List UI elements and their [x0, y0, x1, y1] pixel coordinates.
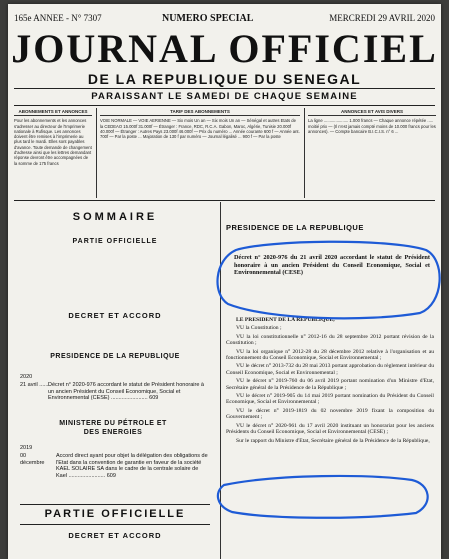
partie-officielle-heading: PARTIE OFFICIELLE	[72, 238, 158, 245]
vu-7: VU le décret n° 2019-1819 du 02 novembre 2019 fixant la composition du Gouvernement ;	[226, 407, 434, 421]
gazette-page	[8, 4, 441, 559]
highlight-annotations	[8, 4, 441, 559]
vu-2: VU la loi constitutionnelle n° 2012-16 du 28 septembre 2012 portant révision de la Constitution ;	[226, 333, 434, 347]
sommaire-heading: SOMMAIRE	[72, 211, 158, 223]
journal-tagline: PARAISSANT LE SAMEDI DE CHAQUE SEMAINE	[91, 91, 358, 102]
sommaire-entry-date-2: 00 décembre	[20, 453, 45, 466]
vu-9: Sur le rapport du Ministre d'Etat, Secrétaire général de la Présidence de la République,	[236, 437, 430, 444]
annonces-title: ANNONCES ET AVIS DIVERS	[308, 109, 436, 116]
le-president: LE PRESIDENT DE LA REPUBLIQUE,	[236, 317, 335, 323]
annonces-text: La ligne ..................... 1.000 francs — Chaque annonce répétée ..... moitié prix — (Il n'est jamais compté moins de 10.000 francs pour les annonces). — Compte bancaire B.I.C.I.S. n° 6 ...	[308, 118, 436, 134]
decret-heading: DECRET ET ACCORD	[68, 311, 162, 320]
sommaire-year-2: 2019	[20, 445, 33, 451]
vu-1: VU la Constitution ;	[236, 325, 282, 332]
vu-3: VU la loi organique n° 2012-28 du 28 décembre 2012 relative à l'organisation et au fonctionnement du Conseil Economique, Social et Environnemental ;	[226, 348, 434, 362]
abonnements-title: ABONNEMENTS ET ANNONCES	[14, 109, 92, 116]
decree-title: Décret n° 2020-976 du 21 avril 2020 accordant le statut de Président honoraire à un ancien Président du Conseil Economique, Social et Environnemental (CESE)	[234, 254, 430, 277]
sommaire-entry: Décret n° 2020-976 accordant le statut de Président honoraire à un ancien Président du Conseil Economique, Social et Environnemental (CESE) ........................ 609	[48, 382, 204, 401]
abonnements-text: Pour les abonnements et les annonces s'adresser au directeur de l'Imprimerie nationale à Rufisque. Les annonces doivent être remises à l'imprimerie au plus tard le mardi. Elles sont payables d'avance. Toute demande de changement d'adresse ainsi que les lettres demandant réponse devront être accompagnées de la somme de 175 francs	[14, 118, 92, 166]
ink-circle-decree-title	[218, 242, 440, 319]
sommaire-entry-2: Accord direct ayant pour objet la délégation des obligations de l'Etat dans la convention de garantie en faveur de la société KAEL SOLAIRE SA dans le cadre de la centrale solaire de Kael ........................ 609	[56, 453, 208, 479]
presidence-title: PRESIDENCE DE LA REPUBLIQUE	[226, 223, 364, 232]
journal-subtitle: DE LA REPUBLIQUE DU SENEGAL	[87, 71, 362, 87]
decret-heading-2: DECRET ET ACCORD	[68, 531, 162, 540]
issue-date: MERCREDI 29 AVRIL 2020	[329, 13, 435, 23]
presidence-heading: PRESIDENCE DE LA REPUBLIQUE	[50, 353, 180, 360]
sommaire-entry-date: 21 avril .......	[20, 382, 50, 388]
vu-5: VU le décret n° 2019-760 du 06 avril 2019 portant nomination d'un Ministre d'Etat, Secrétaire général de la Présidence de la République ;	[226, 378, 434, 391]
journal-title: JOURNAL OFFICIEL	[11, 26, 438, 71]
ministere-heading: MINISTERE DU PÉTROLE ET DES ENERGIES	[59, 420, 167, 436]
special-label: NUMERO SPECIAL	[162, 13, 254, 24]
issue-number: 165e ANNEE - N° 7307	[14, 13, 102, 23]
vu-6: VU le décret n° 2019-905 du 14 mai 2019 portant nomination du Président du Conseil Economique, Social et Environnemental ;	[226, 393, 434, 406]
sommaire-year: 2020	[20, 374, 33, 380]
partie-officielle-heading-2: PARTIE OFFICIELLE	[44, 508, 186, 520]
tarif-title: TARIF DES ABONNEMENTS	[100, 109, 300, 116]
vu-4: VU le décret n° 2013-732 du 28 mai 2013 portant approbation du règlement intérieur du Conseil Economique, Social et Environnemental ;	[226, 363, 434, 376]
vu-8: VU le décret n° 2020-961 du 17 avril 2020 instituant un honorariat pour les anciens Présidents du Conseil Economique, Social et Environnemental (CESE) ;	[226, 422, 434, 436]
tarif-text: VOIE NORMALE — VOIE AERIENNE — Six mois Un an — Six mois Un an — Sénégal et autres Etats de la CEDEAO 15.000f 31.000f — Étranger : France, RDC, R.C.A. Gabon, Maroc, Algérie, Tunisie 20.000f 40.000f — Étranger : Autres Pays 23.000f 46.000f — Prix du numéro ... Année courante 600 f — Année ant. 700f — Par la poste ... Majoration de 130 f par numéro — Journal légalisé ... 900 f — Par la poste	[100, 118, 300, 140]
ink-circle-vu-honorariat	[218, 476, 428, 518]
